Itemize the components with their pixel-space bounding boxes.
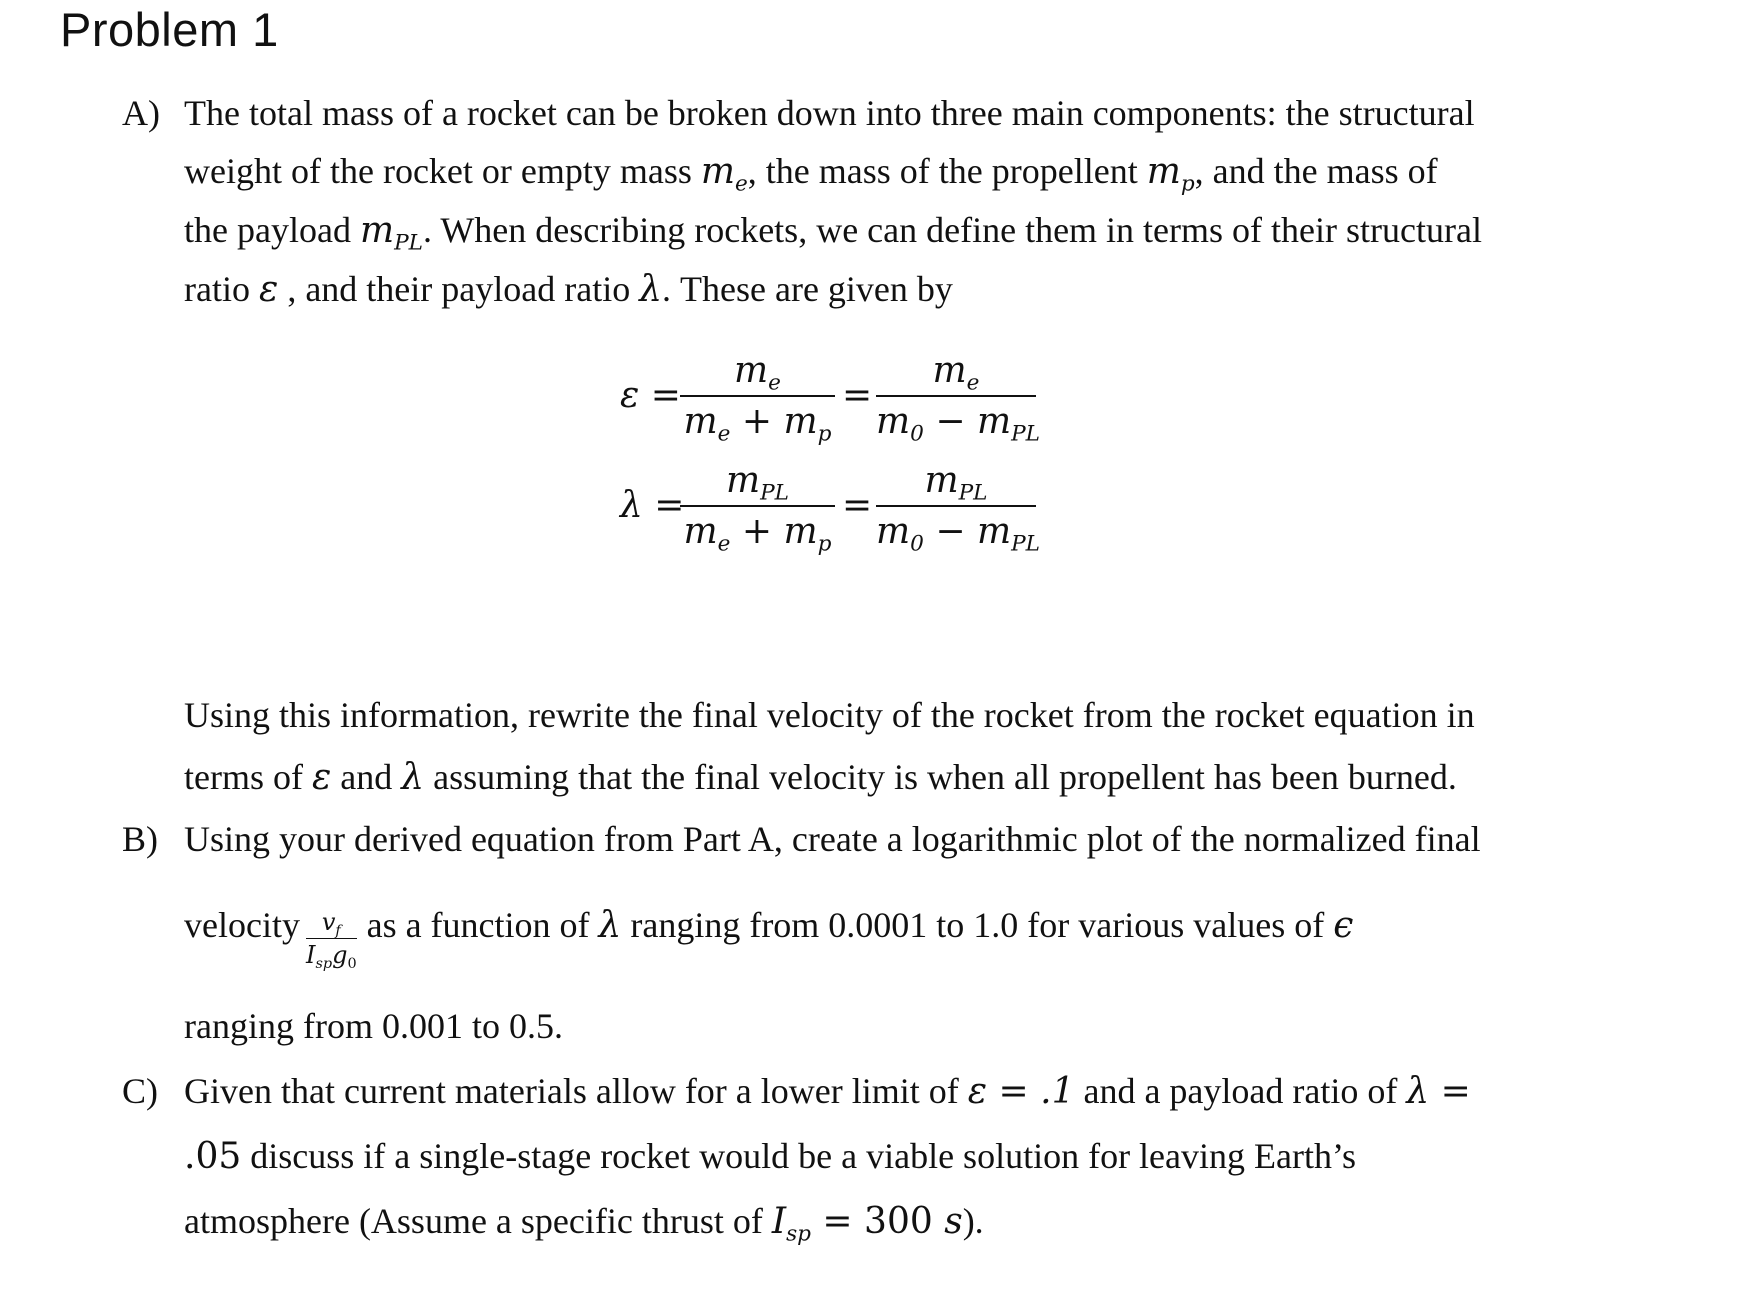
part-b-line-1: Using your derived equation from Part A, create a logarithmic plot of the normalized final [184,819,1481,859]
text-fragment: Given that current materials allow for a lower limit of [184,1071,968,1111]
part-a-line-4 [184,268,953,310]
part-a-label: A) [122,93,160,133]
text-fragment: ratio [184,269,259,309]
propellent-mass-symbol: $m_p$ [1146,151,1195,197]
part-b-line-3: ranging from 0.001 to 0.5. [184,1006,563,1046]
text-fragment: and a payload ratio of [1074,1071,1407,1111]
text-fragment: ). [962,1201,984,1241]
lambda-symbol: λ [401,757,425,798]
lambda-symbol: λ [598,904,622,946]
text-fragment: atmosphere (Assume a specific thrust of [184,1201,772,1241]
fraction-2: $m_{PL}$ $m_0 - m_{PL}$ [876,460,1040,557]
text-fragment: , and their payload ratio [278,269,640,309]
specific-impulse-value: = 300 [810,1201,945,1242]
equals-sign: = [842,375,873,416]
text-fragment: discuss if a single-stage rocket would be a viable solution for leaving Earth’s [241,1136,1356,1176]
seconds-unit: s [944,1201,963,1242]
fraction-2: $m_e$ $m_0 - m_{PL}$ [876,350,1040,447]
normalized-velocity-fraction: $v_f$ $I_{sp}g_0$ [305,908,357,973]
epsilon-limit: ε = .1 [967,1071,1075,1112]
empty-mass-symbol: $m_e$ [700,151,748,197]
equation-lhs: λ = [620,485,685,526]
text-fragment: ranging from 0.0001 to 1.0 for various values of [621,904,1334,945]
fraction-1: $m_e$ $m_e + m_p$ [680,350,835,442]
part-a-line-1: The total mass of a rocket can be broken down into three main components: the structural [184,93,1475,133]
text-fragment: , the mass of the propellent [747,151,1147,191]
part-b-label: B) [122,819,158,859]
part-c-line-2 [184,1135,1356,1177]
text-fragment: as a function of [366,904,599,945]
part-a-line-6 [184,756,1457,798]
text-fragment: velocity [184,904,300,945]
text-fragment: and [331,757,402,797]
payload-mass-symbol: $m_{PL}$ [359,210,423,256]
specific-impulse-symbol: $I_{sp}$ [771,1201,811,1247]
epsilon-symbol: ε [258,269,279,310]
text-fragment: . These are given by [662,269,953,309]
part-a-line-5: Using this information, rewrite the final velocity of the rocket from the rocket equation in [184,695,1475,735]
lambda-symbol: λ [639,269,663,310]
fraction-1: $m_{PL}$ $m_e + m_p$ [680,460,835,552]
text-fragment: weight of the rocket or empty mass [184,151,701,191]
part-a-line-2 [184,150,1438,197]
part-c-line-1 [184,1070,1471,1112]
text-fragment: the payload [184,210,360,250]
text-fragment: . When describing rockets, we can define them in terms of their structural [422,210,1482,250]
lambda-symbol: λ = [1406,1071,1471,1112]
equals-sign: = [842,485,873,526]
text-fragment: , and the mass of [1194,151,1438,191]
part-a-line-3 [184,209,1482,256]
text-fragment: terms of [184,757,312,797]
problem-title: Problem 1 [60,3,279,56]
equation-lhs: ε = [620,375,681,416]
part-c-line-3 [184,1200,984,1247]
part-c-label: C) [122,1071,158,1111]
epsilon-symbol: ε [311,757,332,798]
payload-ratio-value: .05 [184,1136,242,1177]
epsilon-symbol: ϵ [1333,904,1354,946]
text-fragment: assuming that the final velocity is when all propellent has been burned. [424,757,1457,797]
part-b-line-2 [184,898,1354,973]
